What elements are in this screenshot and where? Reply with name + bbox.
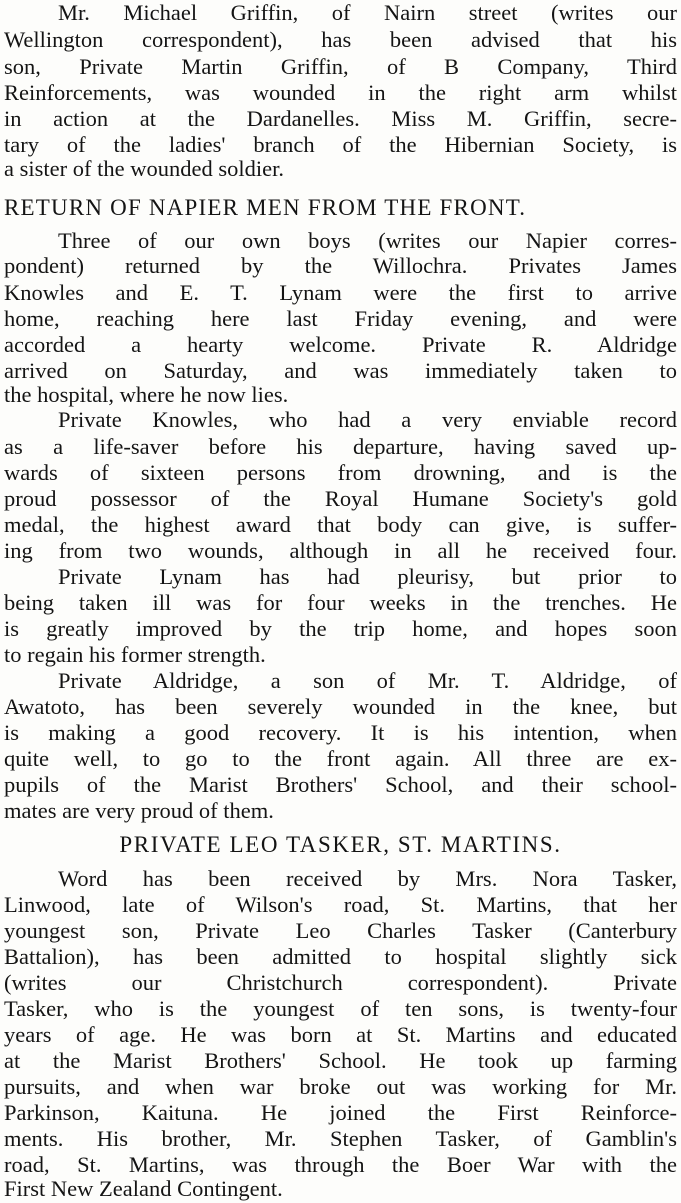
article-line: medal, the highest award that body can give, is suffer- <box>4 513 677 537</box>
article-line: arrived on Saturday, and was immediately taken to <box>4 359 677 383</box>
article-line: quite well, to go to the front again. All three are ex- <box>4 747 677 771</box>
article-line: son, Private Martin Griffin, of B Company, Third <box>4 55 677 79</box>
article-line: Wellington correspondent), has been advised that his <box>4 28 677 52</box>
article-line: tary of the ladies' branch of the Hibernian Society, is <box>4 133 677 157</box>
article-line: at the Marist Brothers' School. He took up farming <box>4 1049 677 1073</box>
article-line: accorded a hearty welcome. Private R. Aldridge <box>4 333 677 357</box>
article-line: Knowles and E. T. Lynam were the first to arrive <box>4 281 677 305</box>
section-heading: PRIVATE LEO TASKER, ST. MARTINS. <box>119 832 562 857</box>
article-line: Private Knowles, who had a very enviable record <box>58 408 677 432</box>
article-line: Awatoto, has been severely wounded in the knee, but <box>4 695 677 719</box>
article-line: Word has been received by Mrs. Nora Tasker, <box>58 867 677 891</box>
article-line: is greatly improved by the trip home, and hopes soon <box>4 617 677 641</box>
article-line: Private Aldridge, a son of Mr. T. Aldridge, of <box>58 669 677 693</box>
article-line: First New Zealand Contingent. <box>4 1177 283 1201</box>
article-line: pupils of the Marist Brothers' School, and their school- <box>4 773 677 797</box>
article-line: Reinforcements, was wounded in the right arm whilst <box>4 81 677 105</box>
article-line: Mr. Michael Griffin, of Nairn street (writes our <box>58 1 677 25</box>
article-line: Parkinson, Kaituna. He joined the First Reinforce- <box>4 1101 677 1125</box>
article-line: the hospital, where he now lies. <box>4 383 289 407</box>
article-line: wards of sixteen persons from drowning, and is the <box>4 461 677 485</box>
article-line: home, reaching here last Friday evening, and were <box>4 307 677 331</box>
article-line: to regain his former strength. <box>4 643 266 667</box>
article-line: pondent) returned by the Willochra. Privates James <box>4 254 677 278</box>
article-line: ments. His brother, Mr. Stephen Tasker, of Gamblin's <box>4 1127 677 1151</box>
article-line: Three of our own boys (writes our Napier corres- <box>58 229 677 253</box>
section-heading: RETURN OF NAPIER MEN FROM THE FRONT. <box>4 195 527 220</box>
article-line: as a life-saver before his departure, having saved up- <box>4 435 677 459</box>
article-line: ing from two wounds, although in all he received four. <box>4 539 677 563</box>
article-line: Private Lynam has had pleurisy, but prior to <box>58 565 677 589</box>
article-line: Linwood, late of Wilson's road, St. Martins, that her <box>4 893 677 917</box>
article-line: Tasker, who is the youngest of ten sons, is twenty-four <box>4 997 677 1021</box>
article-line: being taken ill was for four weeks in the trenches. He <box>4 591 677 615</box>
article-line: in action at the Dardanelles. Miss M. Griffin, secre- <box>4 107 677 131</box>
article-line: years of age. He was born at St. Martins and educated <box>4 1023 677 1047</box>
article-line: youngest son, Private Leo Charles Tasker (Canterbury <box>4 919 677 943</box>
article-line: road, St. Martins, was through the Boer War with the <box>4 1153 677 1177</box>
article-line: Battalion), has been admitted to hospital slightly sick <box>4 945 677 969</box>
article-line: a sister of the wounded soldier. <box>4 157 284 181</box>
article-line: proud possessor of the Royal Humane Society's gold <box>4 487 677 511</box>
article-line: mates are very proud of them. <box>4 799 274 823</box>
article-line: (writes our Christchurch correspondent). Private <box>4 971 677 995</box>
article-line: pursuits, and when war broke out was working for Mr. <box>4 1075 677 1099</box>
article-line: is making a good recovery. It is his intention, when <box>4 721 677 745</box>
